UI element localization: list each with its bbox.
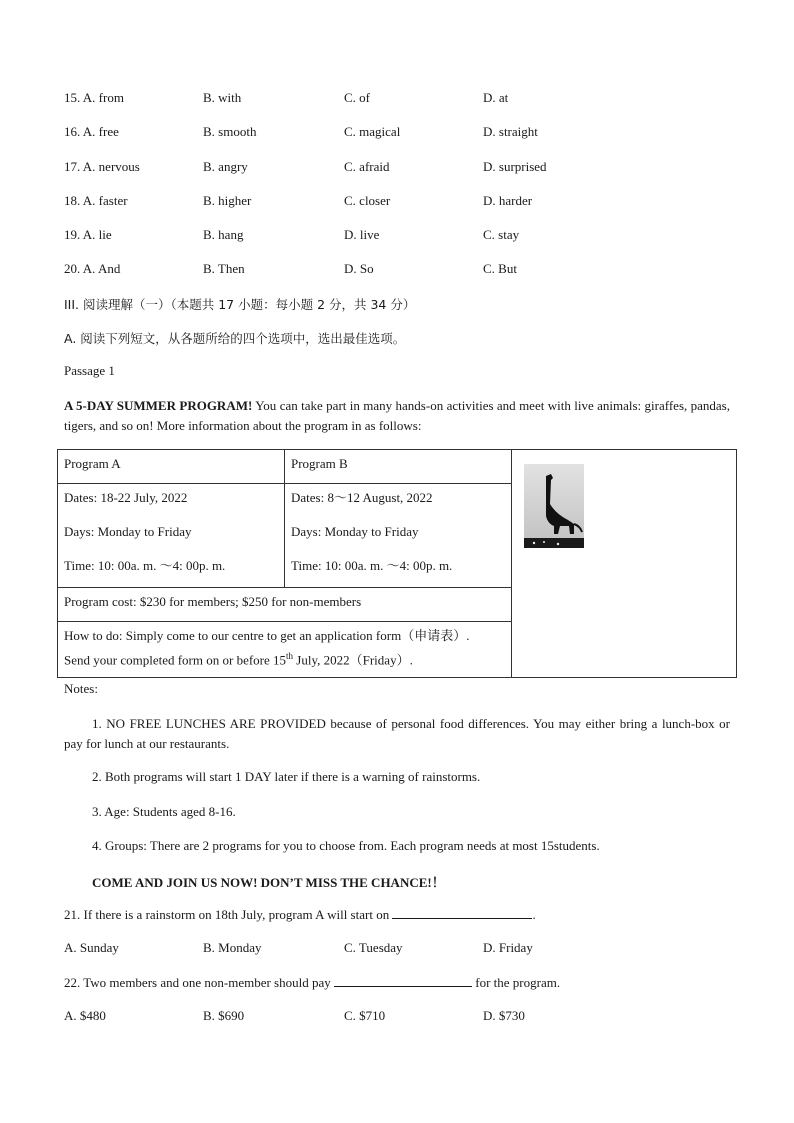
option-b: B. Monday [203,940,262,955]
answer-blank [334,974,472,987]
question-number: 15. [64,90,81,105]
question-stem-end: for the program. [472,975,561,990]
giraffe-silhouette-icon [524,464,584,548]
passage-label: Passage 1 [64,363,115,378]
option-a: A. faster [82,193,128,208]
question-number: 18. [64,193,81,208]
question-number: 20. [64,261,81,276]
program-a-title: Program A [58,450,285,484]
note-2: 2. Both programs will start 1 DAY later if there is a warning of rainstorms. [92,769,481,784]
program-b-title: Program B [285,450,512,484]
option-a: A. free [82,124,119,139]
option-b: B. $690 [203,1008,245,1023]
option-d: C. But [483,261,517,276]
option-b: B. hang [203,227,244,242]
option-d: D. surprised [483,159,547,174]
section-instruction: A. 阅读下列短文，从各题所给的四个选项中，选出最佳选项。 [64,331,406,346]
option-c: C. $710 [344,1008,386,1023]
question-number: 16. [64,124,81,139]
option-c: C. magical [344,124,401,139]
answer-blank [392,906,532,919]
cloze-row [64,193,128,209]
option-c: C. of [344,90,370,105]
option-a: A. Sunday [64,940,119,955]
question-stem: 22. Two members and one non-member should pay [64,975,331,990]
section-title: III. 阅读理解（一）（本题共 17 小题：每小题 2 分，共 34 分） [64,297,416,312]
program-a-days: Days: Monday to Friday [64,524,192,540]
option-a: A. from [82,90,124,105]
question-number: 17. [64,159,81,174]
option-c: C. closer [344,193,391,208]
ordinal-suffix: th [286,650,294,661]
program-b-dates: Dates: 8～12 August, 2022 [291,490,433,506]
option-b: B. with [203,90,242,105]
option-d: C. stay [483,227,520,242]
note-1: 1. NO FREE LUNCHES ARE PROVIDED because of personal food differences. You may either bring a lunch-box or pay for lunch at our restaurants. [64,716,730,751]
cloze-row [64,124,119,140]
how-to-text: Send your completed form on or before 15 [64,652,287,668]
program-b-details [285,484,512,587]
option-d: D. straight [483,124,538,139]
cloze-row [64,90,124,106]
program-b-days: Days: Monday to Friday [291,524,419,540]
program-a-time: Time: 10: 00a. m. ～4: 00p. m. [64,558,226,574]
program-a-details [58,484,285,587]
option-d: D. at [483,90,509,105]
option-d: D. Friday [483,940,533,955]
option-c: C. afraid [344,159,390,174]
how-to-apply [58,621,512,677]
intro-bold: A 5-DAY SUMMER PROGRAM! [64,398,253,413]
program-a-dates: Dates: 18-22 July, 2022 [64,490,188,506]
program-b-time: Time: 10: 00a. m. ～4: 00p. m. [291,558,453,574]
how-to-line-1: How to do: Simply come to our centre to get an application form（申请表）. [64,627,470,643]
question-stem: 21. If there is a rainstorm on 18th July, program A will start on [64,907,390,922]
question-21 [64,906,536,923]
option-b: B. smooth [203,124,257,139]
question-stem-end: . [532,907,536,922]
option-b: B. Then [203,261,245,276]
cloze-row [64,159,140,175]
slogan: COME AND JOIN US NOW! DON’T MISS THE CHANCE!！ [92,875,445,890]
intro-paragraph [64,396,730,436]
option-a: A. $480 [64,1008,106,1023]
option-a: A. nervous [82,159,140,174]
question-22 [64,974,560,991]
option-d: D. harder [483,193,533,208]
intro-text: You can take part in many hands-on activities and meet with live animals: giraffes, pandas, tigers, and so on! More information about the program in as follows: [64,398,730,433]
option-c: D. live [344,227,380,242]
notes-label: Notes: [64,681,98,696]
program-table [57,449,737,678]
program-cost: Program cost: $230 for members; $250 for non-members [58,587,512,621]
option-c: D. So [344,261,374,276]
option-d: D. $730 [483,1008,525,1023]
option-c: C. Tuesday [344,940,403,955]
cloze-row [64,261,120,277]
cloze-row [64,227,112,243]
option-b: B. higher [203,193,252,208]
option-a: A. And [82,261,121,276]
option-a: A. lie [82,227,112,242]
giraffe-image-cell [512,450,737,678]
note-3: 3. Age: Students aged 8-16. [92,804,236,819]
how-to-date: July, 2022（Friday）. [293,652,413,668]
question-number: 19. [64,227,81,242]
option-b: B. angry [203,159,248,174]
how-to-line-2 [64,646,505,670]
note-4: 4. Groups: There are 2 programs for you to choose from. Each program needs at most 15students. [92,838,600,853]
